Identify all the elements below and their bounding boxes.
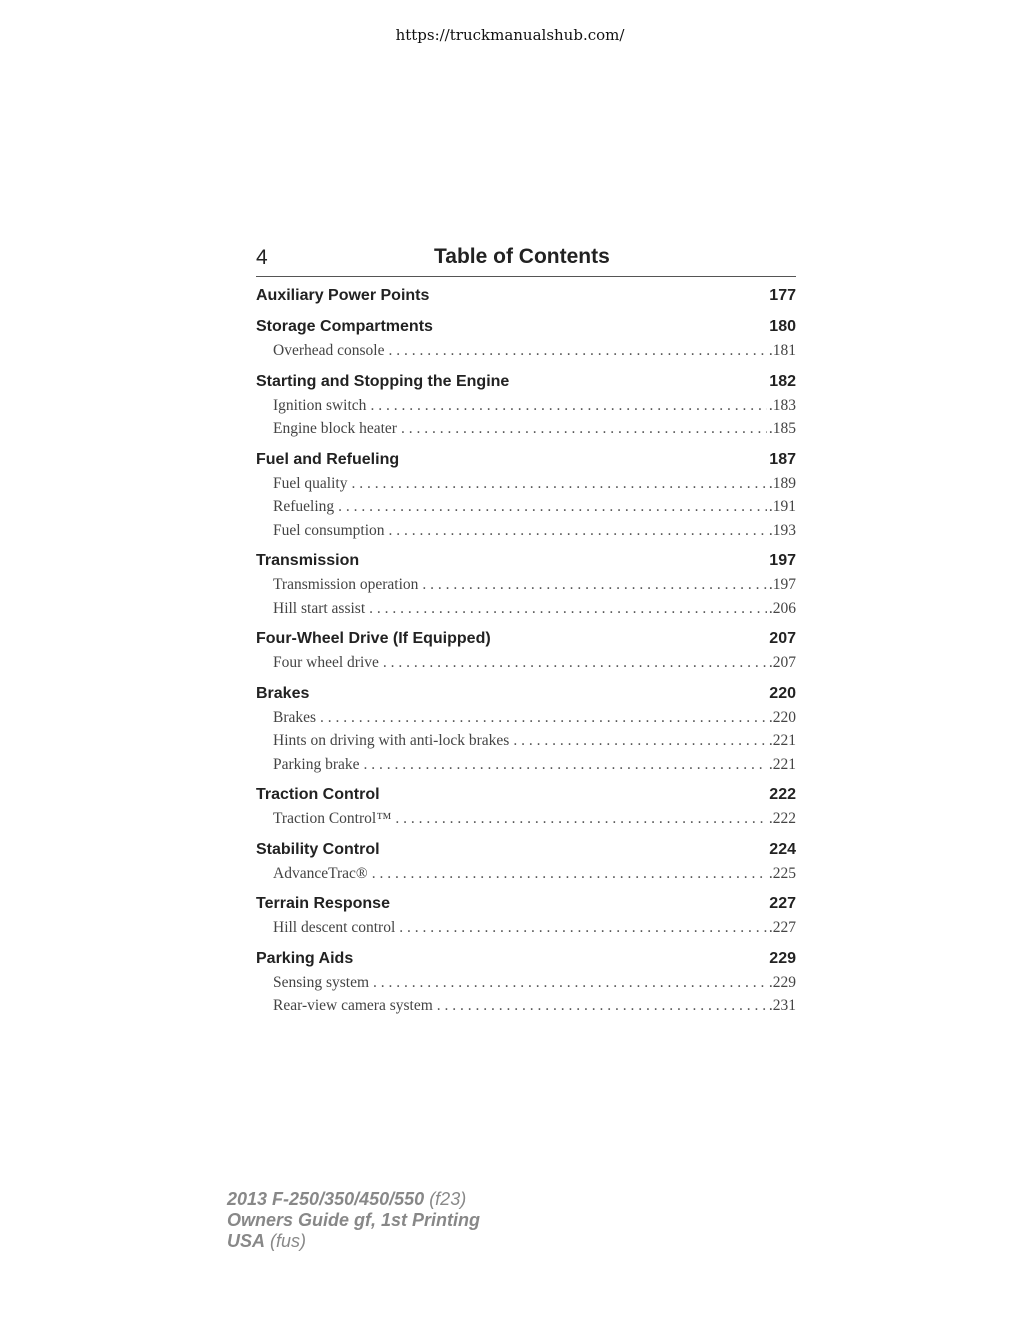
dot-leader	[388, 342, 766, 360]
toc-section-heading[interactable]	[256, 685, 796, 709]
toc-entry[interactable]	[256, 810, 796, 834]
entry-page-number: .185	[768, 420, 796, 437]
entry-page-number: .183	[768, 396, 796, 414]
toc-entry[interactable]	[256, 475, 796, 499]
footer-line-2	[227, 1210, 480, 1231]
section-page-number: 180	[769, 318, 796, 335]
entry-page-number: .225	[768, 864, 796, 882]
toc-section-heading[interactable]	[256, 895, 796, 919]
page-number: 4	[256, 246, 268, 269]
section-page-number: 197	[769, 552, 796, 569]
footer-edition: Owners Guide gf, 1st Printing	[227, 1210, 481, 1230]
document-footer	[227, 1189, 480, 1252]
dot-leader	[383, 654, 767, 672]
section-page-number: 177	[769, 287, 796, 304]
entry-page-number: .189	[768, 474, 796, 492]
section-title: Transmission	[256, 552, 360, 569]
toc-section	[256, 451, 796, 546]
toc-entry[interactable]	[256, 600, 796, 624]
footer-line-3	[227, 1231, 480, 1252]
toc-section	[256, 685, 796, 780]
section-title: Parking Aids	[256, 949, 354, 967]
footer-line-1	[227, 1189, 480, 1210]
toc-section	[256, 552, 796, 623]
entry-page-number: .231	[768, 997, 796, 1014]
toc-section	[256, 841, 796, 889]
dot-leader	[373, 974, 767, 992]
toc-section-heading[interactable]	[256, 318, 796, 342]
section-page-number: 224	[769, 840, 796, 858]
entry-page-number: .227	[768, 919, 796, 936]
entry-page-number: .220	[768, 708, 796, 726]
toc-entry[interactable]	[256, 420, 796, 444]
section-title: Starting and Stopping the Engine	[256, 372, 510, 390]
toc-section-heading[interactable]	[256, 841, 796, 865]
toc-entry[interactable]	[256, 732, 796, 756]
section-page-number: 182	[769, 372, 796, 390]
toc-section	[256, 630, 796, 678]
entry-label: Overhead console	[273, 342, 385, 359]
dot-leader	[364, 756, 767, 774]
toc-section-heading[interactable]	[256, 287, 796, 311]
toc-entry[interactable]	[256, 654, 796, 678]
dot-leader	[437, 997, 767, 1015]
entry-label: Refueling	[273, 498, 335, 515]
toc-entry[interactable]	[256, 576, 796, 600]
source-url[interactable]: https://truckmanualshub.com/	[395, 26, 625, 44]
footer-model-code: (f23)	[429, 1189, 467, 1209]
toc-page	[256, 244, 796, 1028]
toc-entry[interactable]	[256, 342, 796, 366]
dot-leader	[351, 475, 766, 493]
section-page-number: 187	[769, 450, 796, 468]
entry-label: Fuel quality	[273, 474, 348, 492]
toc-entry[interactable]	[256, 865, 796, 889]
dot-leader	[369, 600, 767, 618]
entry-label: Rear-view camera system	[273, 997, 433, 1014]
toc-section	[256, 786, 796, 834]
toc-section	[256, 318, 796, 366]
section-title: Storage Compartments	[256, 318, 433, 335]
toc-section-heading[interactable]	[256, 552, 796, 576]
entry-page-number: .191	[768, 498, 796, 515]
section-title: Brakes	[256, 684, 310, 702]
toc-section-heading[interactable]	[256, 373, 796, 397]
section-page-number: 220	[769, 684, 796, 702]
dot-leader	[395, 810, 766, 828]
entry-page-number: .221	[768, 755, 796, 773]
entry-page-number: .206	[768, 599, 796, 617]
toc-section	[256, 373, 796, 444]
toc-sections	[256, 277, 796, 1021]
entry-label: Brakes	[273, 708, 317, 726]
section-page-number: 207	[769, 630, 796, 647]
entry-label: Hints on driving with anti-lock brakes	[273, 732, 510, 749]
entry-page-number: .222	[768, 810, 796, 827]
section-title: Stability Control	[256, 840, 380, 858]
entry-page-number: .229	[768, 973, 796, 991]
entry-label: Hill descent control	[273, 919, 396, 936]
dot-leader	[370, 397, 766, 415]
section-page-number: 229	[769, 949, 796, 967]
footer-model: 2013 F-250/350/450/550	[227, 1189, 425, 1209]
page-header	[256, 244, 796, 277]
section-title: Traction Control	[256, 786, 380, 803]
toc-section-heading[interactable]	[256, 950, 796, 974]
toc-entry[interactable]	[256, 498, 796, 522]
entry-page-number: .197	[768, 576, 796, 593]
footer-market-code: (fus)	[270, 1231, 307, 1251]
toc-section	[256, 287, 796, 311]
entry-label: AdvanceTrac®	[273, 864, 368, 882]
toc-section-heading[interactable]	[256, 786, 796, 810]
dot-leader	[320, 709, 767, 727]
toc-section	[256, 950, 796, 1021]
section-page-number: 222	[769, 786, 796, 803]
section-title: Auxiliary Power Points	[256, 287, 430, 304]
dot-leader	[401, 420, 767, 438]
toc-entry[interactable]	[256, 919, 796, 943]
entry-page-number: .193	[768, 521, 796, 539]
toc-entry[interactable]	[256, 397, 796, 421]
toc-section-heading[interactable]	[256, 630, 796, 654]
toc-entry[interactable]	[256, 997, 796, 1021]
section-title: Four-Wheel Drive (If Equipped)	[256, 630, 491, 647]
entry-label: Four wheel drive	[273, 654, 379, 671]
page-title: Table of Contents	[434, 245, 610, 268]
section-title: Terrain Response	[256, 895, 390, 912]
toc-entry[interactable]	[256, 974, 796, 998]
dot-leader	[338, 498, 767, 516]
toc-section-heading[interactable]	[256, 451, 796, 475]
dot-leader	[422, 576, 766, 594]
entry-label: Engine block heater	[273, 420, 397, 437]
entry-label: Ignition switch	[273, 396, 367, 414]
entry-label: Hill start assist	[273, 599, 366, 617]
section-page-number: 227	[769, 895, 796, 912]
entry-page-number: .207	[768, 654, 796, 671]
dot-leader	[372, 865, 767, 883]
toc-entry[interactable]	[256, 756, 796, 780]
entry-label: Transmission operation	[273, 576, 419, 593]
dot-leader	[399, 919, 767, 937]
toc-section	[256, 895, 796, 943]
entry-page-number: .221	[768, 732, 796, 749]
entry-label: Fuel consumption	[273, 521, 385, 539]
footer-market: USA	[227, 1231, 266, 1251]
entry-label: Parking brake	[273, 755, 360, 773]
section-title: Fuel and Refueling	[256, 450, 400, 468]
entry-page-number: .181	[768, 342, 796, 359]
toc-entry[interactable]	[256, 522, 796, 546]
toc-entry[interactable]	[256, 709, 796, 733]
entry-label: Traction Control™	[273, 810, 392, 827]
dot-leader	[513, 732, 767, 750]
entry-label: Sensing system	[273, 973, 370, 991]
dot-leader	[389, 522, 767, 540]
